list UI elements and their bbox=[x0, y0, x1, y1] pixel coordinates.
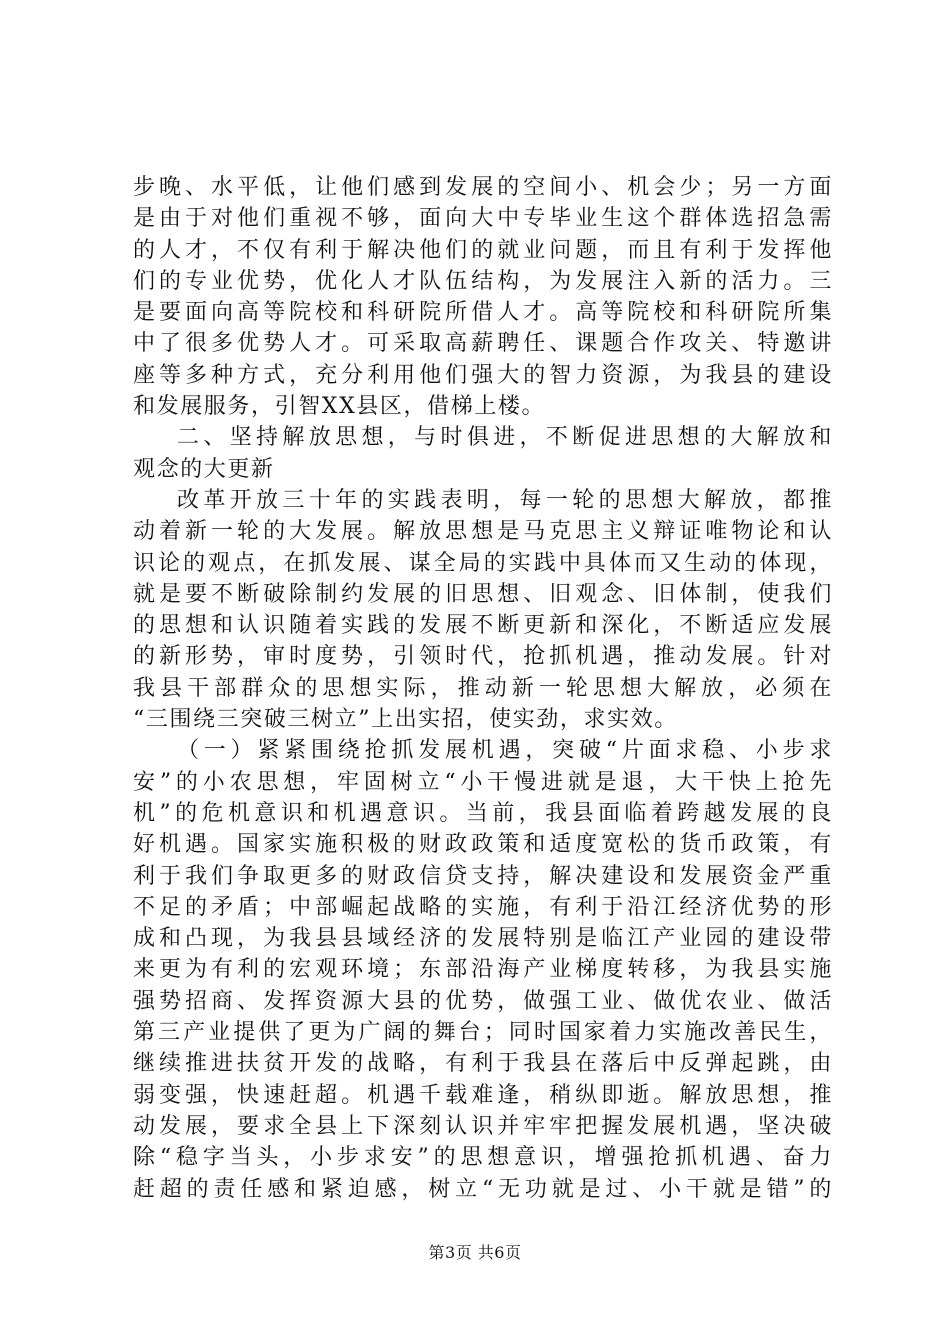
text-line: 不足的矛盾；中部崛起战略的实施，有利于沿江经济优势的形 bbox=[133, 894, 833, 920]
text-line: 的新形势，审时度势，引领时代，抢抓机遇，推动发展。针对 bbox=[133, 644, 833, 670]
text-line: 赶超的责任感和紧迫感，树立“无功就是过、小干就是错”的 bbox=[133, 1176, 833, 1202]
text-line: 利于我们争取更多的财政信贷支持，解决建设和发展资金严重 bbox=[133, 863, 833, 889]
text-line: 是由于对他们重视不够，面向大中专毕业生这个群体选招急需 bbox=[133, 206, 833, 232]
text-line: 来更为有利的宏观环境；东部沿海产业梯度转移，为我县实施 bbox=[133, 957, 833, 983]
text-line: 是要面向高等院校和科研院所借人才。高等院校和科研院所集 bbox=[133, 300, 833, 326]
text-line: 强势招商、发挥资源大县的优势，做强工业、做优农业、做活 bbox=[133, 988, 833, 1014]
paragraph bbox=[133, 172, 833, 422]
paragraph bbox=[133, 485, 833, 735]
paragraph bbox=[133, 735, 833, 1204]
text-line: 观念的大更新 bbox=[133, 456, 275, 482]
text-line: （一）紧紧围绕抢抓发展机遇，突破“片面求稳、小步求 bbox=[177, 738, 833, 764]
text-line: 们的专业优势，优化人才队伍结构，为发展注入新的活力。三 bbox=[133, 268, 833, 294]
text-line: 好机遇。国家实施积极的财政政策和适度宽松的货币政策，有 bbox=[133, 832, 833, 858]
text-line: 弱变强，快速赶超。机遇千载难逢，稍纵即逝。解放思想，推 bbox=[133, 1082, 833, 1108]
text-line: 和发展服务，引智XX县区，借梯上楼。 bbox=[133, 394, 546, 420]
text-line: 的思想和认识随着实践的发展不断更新和深化，不断适应发展 bbox=[133, 613, 833, 639]
text-line: 中了很多优势人才。可采取高薪聘任、课题合作攻关、特邀讲 bbox=[133, 331, 833, 357]
text-line: 除“稳字当头，小步求安”的思想意识，增强抢抓机遇、奋力 bbox=[133, 1145, 833, 1171]
text-line: “三围绕三突破三树立”上出实招，使实劲，求实效。 bbox=[133, 707, 678, 733]
text-line: 二、坚持解放思想，与时俱进，不断促进思想的大解放和 bbox=[177, 425, 833, 451]
text-line: 座等多种方式，充分利用他们强大的智力资源，为我县的建设 bbox=[133, 362, 833, 388]
document-body bbox=[133, 172, 833, 1205]
page-footer: 第3页 共6页 bbox=[428, 1243, 522, 1262]
text-line: 动着新一轮的大发展。解放思想是马克思主义辩证唯物论和认 bbox=[133, 519, 833, 545]
text-line: 成和凸现，为我县县域经济的发展特别是临江产业园的建设带 bbox=[133, 926, 833, 952]
text-line: 机”的危机意识和机遇意识。当前，我县面临着跨越发展的良 bbox=[133, 800, 833, 826]
text-line: 的人才，不仅有利于解决他们的就业问题，而且有利于发挥他 bbox=[133, 237, 833, 263]
text-line: 我县干部群众的思想实际，推动新一轮思想大解放，必须在 bbox=[133, 675, 833, 701]
text-line: 安”的小农思想，牢固树立“小干慢进就是退，大干快上抢先 bbox=[133, 769, 833, 795]
paragraph bbox=[133, 422, 833, 485]
text-line: 识论的观点，在抓发展、谋全局的实践中具体而又生动的体现， bbox=[133, 550, 833, 576]
text-line: 改革开放三十年的实践表明，每一轮的思想大解放，都推 bbox=[177, 487, 833, 513]
text-line: 就是要不断破除制约发展的旧思想、旧观念、旧体制，使我们 bbox=[133, 581, 833, 607]
text-line: 步晚、水平低，让他们感到发展的空间小、机会少；另一方面 bbox=[133, 175, 833, 200]
text-line: 动发展，要求全县上下深刻认识并牢牢把握发展机遇，坚决破 bbox=[133, 1113, 833, 1139]
text-line: 第三产业提供了更为广阔的舞台；同时国家着力实施改善民生， bbox=[133, 1020, 833, 1046]
text-line: 继续推进扶贫开发的战略，有利于我县在落后中反弹起跳，由 bbox=[133, 1051, 833, 1077]
